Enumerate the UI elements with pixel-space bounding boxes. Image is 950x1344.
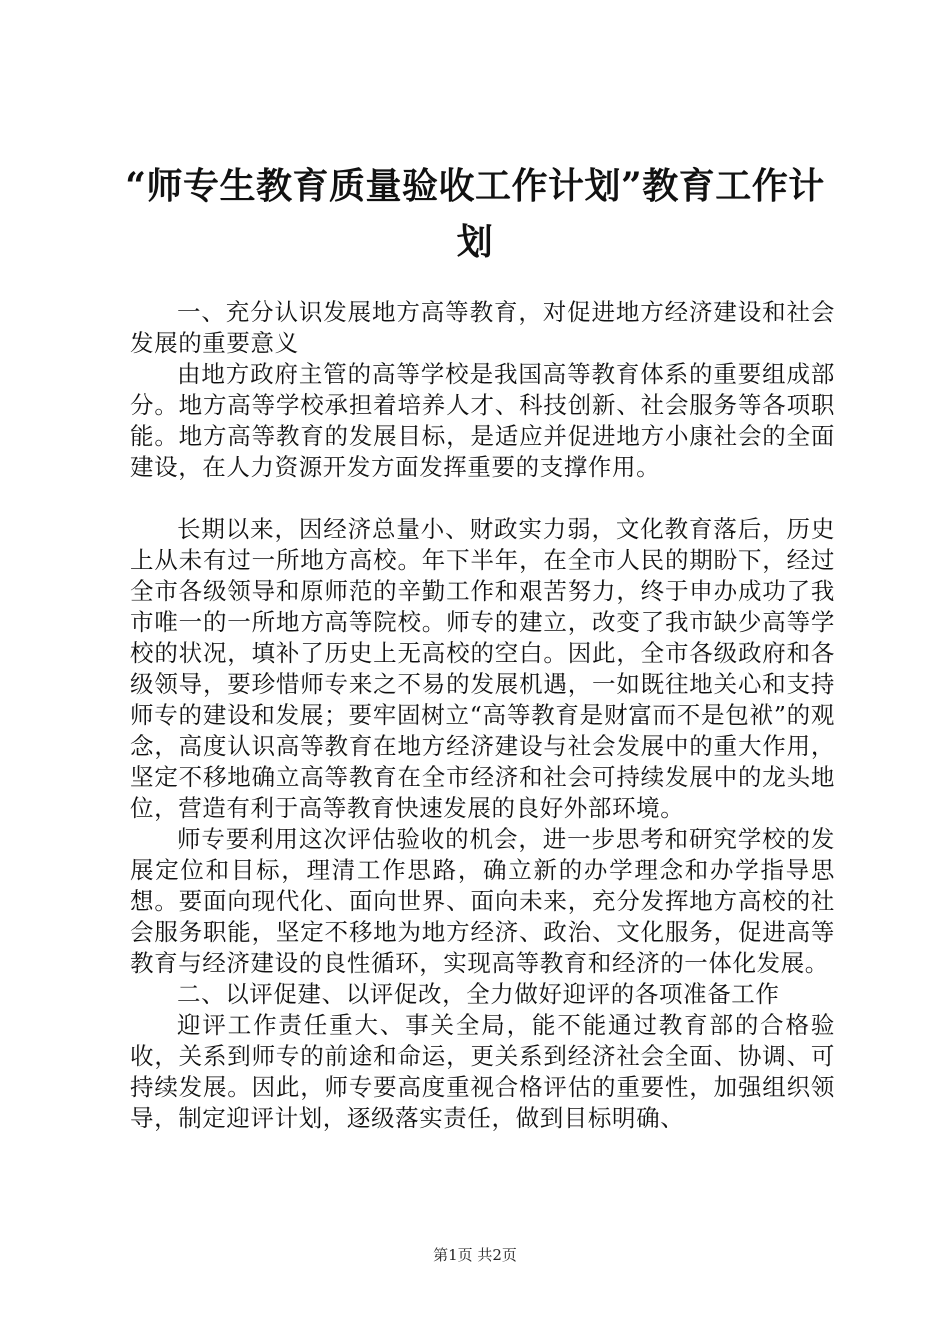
paragraph-local-universities: 由地方政府主管的高等学校是我国高等教育体系的重要组成部分。地方高等学校承担着培养人才、科技创新、社会服务等各项职能。地方高等教育的发展目标，是适应并促进地方小康社会的全面建设，在人力资源开发方面发挥重要的支撑作用。 [130, 360, 835, 481]
paragraph-evaluation-work: 迎评工作责任重大、事关全局，能不能通过教育部的合格验收，关系到师专的前途和命运，更关系到经济社会全面、协调、可持续发展。因此，师专要高度重视合格评估的重要性，加强组织领导，制定迎评计划，逐级落实责任，做到目标明确、 [130, 1011, 835, 1132]
paragraph-evaluation-opportunity: 师专要利用这次评估验收的机会，进一步思考和研究学校的发展定位和目标，理清工作思路，确立新的办学理念和办学指导思想。要面向现代化、面向世界、面向未来，充分发挥地方高校的社会服务职能，坚定不移地为地方经济、政治、文化服务，促进高等教育与经济建设的良性循环，实现高等教育和经济的一体化发展。 [130, 825, 835, 977]
document-body [130, 297, 835, 1134]
section-heading-1: 一、充分认识发展地方高等教育，对促进地方经济建设和社会发展的重要意义 [130, 298, 835, 357]
document-title: “师专生教育质量验收工作计划”教育工作计划 [125, 165, 825, 263]
section-heading-2: 二、以评促建、以评促改，全力做好迎评的各项准备工作 [177, 980, 780, 1008]
paragraph-history: 长期以来，因经济总量小、财政实力弱，文化教育落后，历史上从未有过一所地方高校。年下半年，在全市人民的期盼下，经过全市各级领导和原师范的辛勤工作和艰苦努力，终于申办成功了我市唯一的一所地方高等院校。师专的建立，改变了我市缺少高等学校的状况，填补了历史上无高校的空白。因此，全市各级政府和各级领导，要珍惜师专来之不易的发展机遇，一如既往地关心和支持师专的建设和发展；要牢固树立“高等教育是财富而不是包袱”的观念，高度认识高等教育在地方经济建设与社会发展中的重大作用，坚定不移地确立高等教育在全市经济和社会可持续发展中的龙头地位，营造有利于高等教育快速发展的良好外部环境。 [130, 515, 835, 822]
page-footer: 第1页 共2页 [433, 1246, 517, 1264]
